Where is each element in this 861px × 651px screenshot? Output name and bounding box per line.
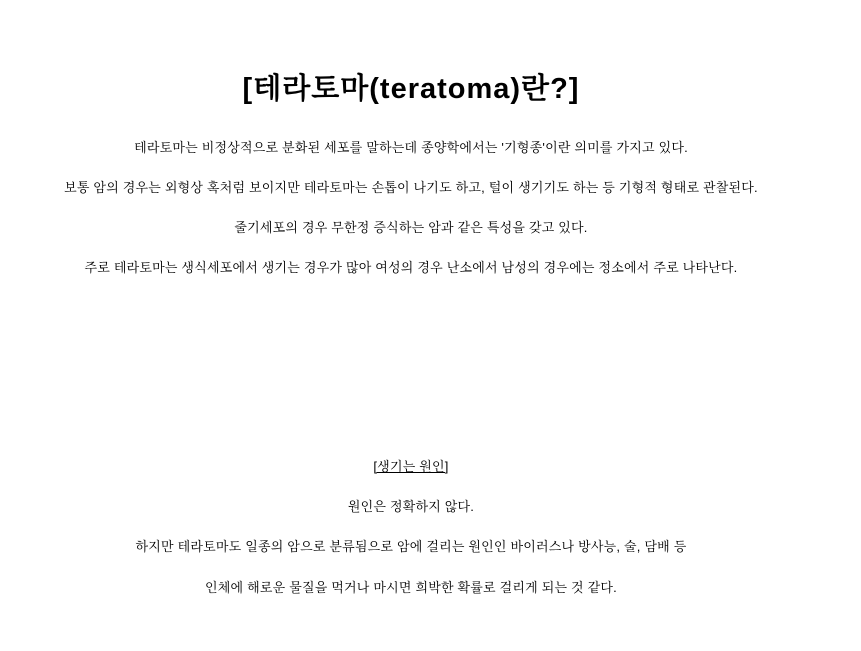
about-paragraph-3: 줄기세포의 경우 무한정 증식하는 암과 같은 특성을 갖고 있다. [234, 220, 588, 235]
about-paragraph-2: 보통 암의 경우는 외형상 혹처럼 보이지만 테라토마는 손톱이 나기도 하고, 털이 생기기도 하는 등 기형적 형태로 관찰된다. [64, 180, 758, 195]
document-title: [테라토마(teratoma)란?] [242, 73, 580, 105]
cause-paragraph-2: 하지만 테라토마도 일종의 암으로 분류됨으로 암에 걸리는 원인인 바이러스나 방사능, 술, 담배 등 [135, 539, 687, 554]
about-paragraph-1: 테라토마는 비정상적으로 분화된 세포를 말하는데 종양학에서는 '기형종'이란 의미를 가지고 있다. [134, 140, 688, 155]
cause-paragraph-3: 인체에 해로운 물질을 먹거나 마시면 희박한 확률로 걸리게 되는 것 같다. [205, 580, 617, 595]
cause-paragraph-1: 원인은 정확하지 않다. [347, 499, 475, 514]
cause-section-heading [0, 459, 822, 475]
about-paragraph-4: 주로 테라토마는 생식세포에서 생기는 경우가 많아 여성의 경우 난소에서 남성의 경우에는 정소에서 주로 나타난다. [84, 260, 738, 275]
cause-section-heading-text: [생기는 원인] [373, 459, 449, 474]
